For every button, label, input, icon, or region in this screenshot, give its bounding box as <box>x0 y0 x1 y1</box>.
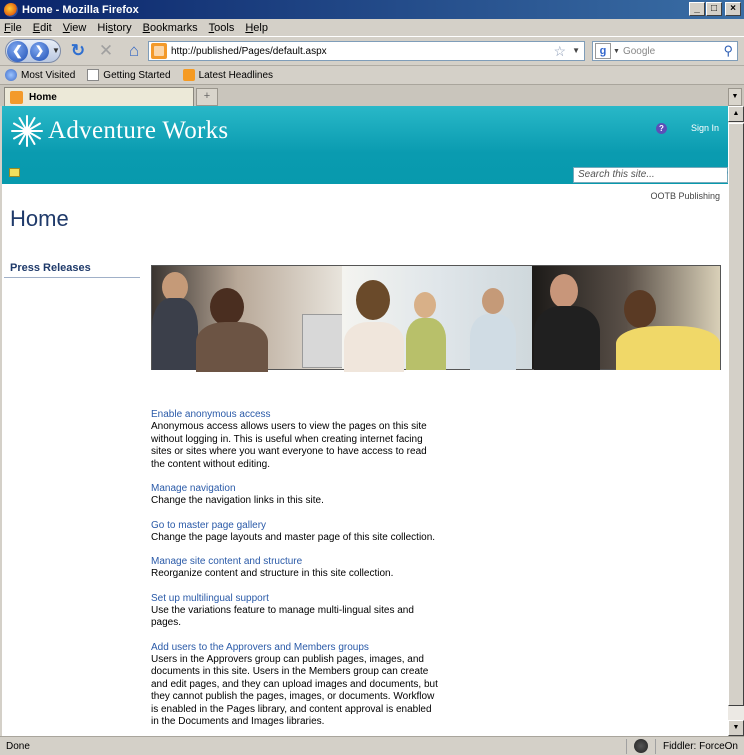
url-bar[interactable] <box>148 41 585 61</box>
menu-edit[interactable]: Edit <box>32 21 52 34</box>
master-page-gallery-link[interactable]: Go to master page gallery <box>151 519 267 531</box>
link-description: Reorganize content and structure in this site collection. <box>151 568 394 579</box>
tab-home[interactable] <box>4 87 194 107</box>
minimize-button[interactable]: _ <box>689 2 705 16</box>
firefox-icon <box>4 3 18 17</box>
link-description: Use the variations feature to manage multi-lingual sites and pages. <box>151 604 414 628</box>
close-button[interactable]: × <box>725 2 741 16</box>
window-title-bar[interactable] <box>0 0 744 19</box>
search-go-icon[interactable]: ⚲ <box>723 43 733 58</box>
link-description: Change the navigation links in this site. <box>151 495 324 506</box>
site-name-label[interactable]: OOTB Publishing <box>650 191 720 201</box>
menu-bookmarks[interactable]: Bookmarks <box>142 21 198 34</box>
banner-image <box>151 265 721 370</box>
menu-history[interactable]: History <box>97 21 132 34</box>
history-dropdown-icon[interactable]: ▼ <box>52 46 60 55</box>
bookmark-label: Most Visited <box>21 69 76 81</box>
site-search-input[interactable]: Search this site... <box>573 167 728 183</box>
list-item <box>151 555 441 581</box>
bookmark-most-visited[interactable] <box>5 69 75 81</box>
bookmark-label: Latest Headlines <box>198 69 274 81</box>
scroll-down-icon[interactable]: ▼ <box>728 720 744 736</box>
link-description: Change the page layouts and master page of this site collection. <box>151 531 436 543</box>
browser-search-input[interactable]: Google <box>622 45 656 57</box>
bookmark-label: Getting Started <box>103 69 171 81</box>
tab-label: Home <box>29 92 57 103</box>
left-nav-press-releases[interactable]: Press Releases <box>10 262 91 274</box>
manage-site-content-link[interactable]: Manage site content and structure <box>151 556 303 567</box>
site-actions-folder-icon[interactable] <box>9 168 20 177</box>
vertical-scrollbar[interactable] <box>728 106 744 736</box>
url-text[interactable]: http://published/Pages/default.aspx <box>171 45 327 57</box>
status-bar <box>0 736 744 755</box>
banner-panel-laptop <box>532 266 720 369</box>
browser-search-box[interactable] <box>592 41 738 61</box>
menu-tools[interactable]: Tools <box>208 21 235 34</box>
back-forward-group <box>5 39 61 63</box>
search-engine-dropdown-icon[interactable]: ▼ <box>613 47 620 55</box>
tab-favicon-icon <box>10 91 23 104</box>
list-item <box>151 482 441 508</box>
maximize-button[interactable]: □ <box>706 2 722 16</box>
left-nav-divider <box>4 277 140 278</box>
menu-help[interactable]: Help <box>245 21 268 34</box>
site-header <box>2 106 742 184</box>
window-controls <box>689 2 741 16</box>
status-divider <box>655 739 656 754</box>
help-icon[interactable]: ? <box>656 123 667 134</box>
banner-panel-meeting <box>152 266 342 369</box>
manage-navigation-link[interactable]: Manage navigation <box>151 483 236 494</box>
welcome-links-list <box>151 408 441 740</box>
page-icon <box>87 69 99 81</box>
reload-icon[interactable]: ↻ <box>70 41 86 60</box>
list-item <box>151 641 441 729</box>
window-title: Home - Mozilla Firefox <box>22 3 139 16</box>
google-icon[interactable]: g <box>595 43 611 59</box>
list-item <box>151 592 441 630</box>
brand-name: Adventure Works <box>48 117 229 144</box>
multilingual-support-link[interactable]: Set up multilingual support <box>151 592 269 604</box>
enable-anonymous-access-link[interactable]: Enable anonymous access <box>151 409 271 420</box>
list-item <box>151 519 441 545</box>
bookmark-getting-started[interactable] <box>87 69 170 81</box>
bookmarks-toolbar <box>0 65 744 84</box>
banner-panel-team <box>342 266 532 369</box>
menu-file[interactable]: File <box>4 21 22 34</box>
forward-icon[interactable]: ❯ <box>30 42 49 61</box>
page-viewport <box>2 106 728 736</box>
scroll-up-icon[interactable]: ▲ <box>728 106 744 122</box>
back-icon[interactable]: ❮ <box>7 41 28 62</box>
bookmark-latest-headlines[interactable] <box>183 69 274 81</box>
new-tab-button[interactable]: + <box>196 88 218 106</box>
tab-list-dropdown-icon[interactable]: ▼ <box>728 88 742 106</box>
list-item <box>151 408 441 471</box>
link-description: Anonymous access allows users to view the pages on this site without logging in. This is useful when creating internet facing sites or sites where you want everyone to have access to read the content without editing. <box>151 421 427 470</box>
sign-in-link[interactable]: Sign In <box>691 123 720 133</box>
tab-strip <box>0 84 744 106</box>
navigation-toolbar <box>0 36 744 65</box>
fiddler-status[interactable]: Fiddler: ForceOn <box>662 740 738 752</box>
home-icon[interactable]: ⌂ <box>128 41 140 60</box>
site-favicon-icon <box>151 43 167 59</box>
add-users-groups-link[interactable]: Add users to the Approvers and Members groups <box>151 641 369 653</box>
menu-bar <box>0 19 744 36</box>
link-description: Users in the Approvers group can publish pages, images, and documents in this site. Users in the Members group can create and edit pages, and they can upload images and documents, but they cannot publish the pages, images, or documents. Workflow is enabled in the Pages library, and content approval is enabled in the Documents and Images libraries. <box>151 653 438 727</box>
firebug-icon[interactable] <box>634 739 648 753</box>
bookmark-star-icon[interactable]: ☆ <box>553 43 566 59</box>
status-text: Done <box>6 740 30 752</box>
scrollbar-thumb[interactable] <box>728 123 744 706</box>
swirl-logo-icon <box>10 114 44 148</box>
menu-view[interactable]: View <box>62 21 87 34</box>
stop-icon[interactable]: ✕ <box>98 41 114 60</box>
most-visited-icon <box>5 69 17 81</box>
url-dropdown-icon[interactable]: ▼ <box>572 46 580 55</box>
site-logo[interactable] <box>10 114 228 148</box>
rss-feed-icon <box>183 69 195 81</box>
status-divider <box>626 739 627 754</box>
page-title: Home <box>10 206 69 231</box>
